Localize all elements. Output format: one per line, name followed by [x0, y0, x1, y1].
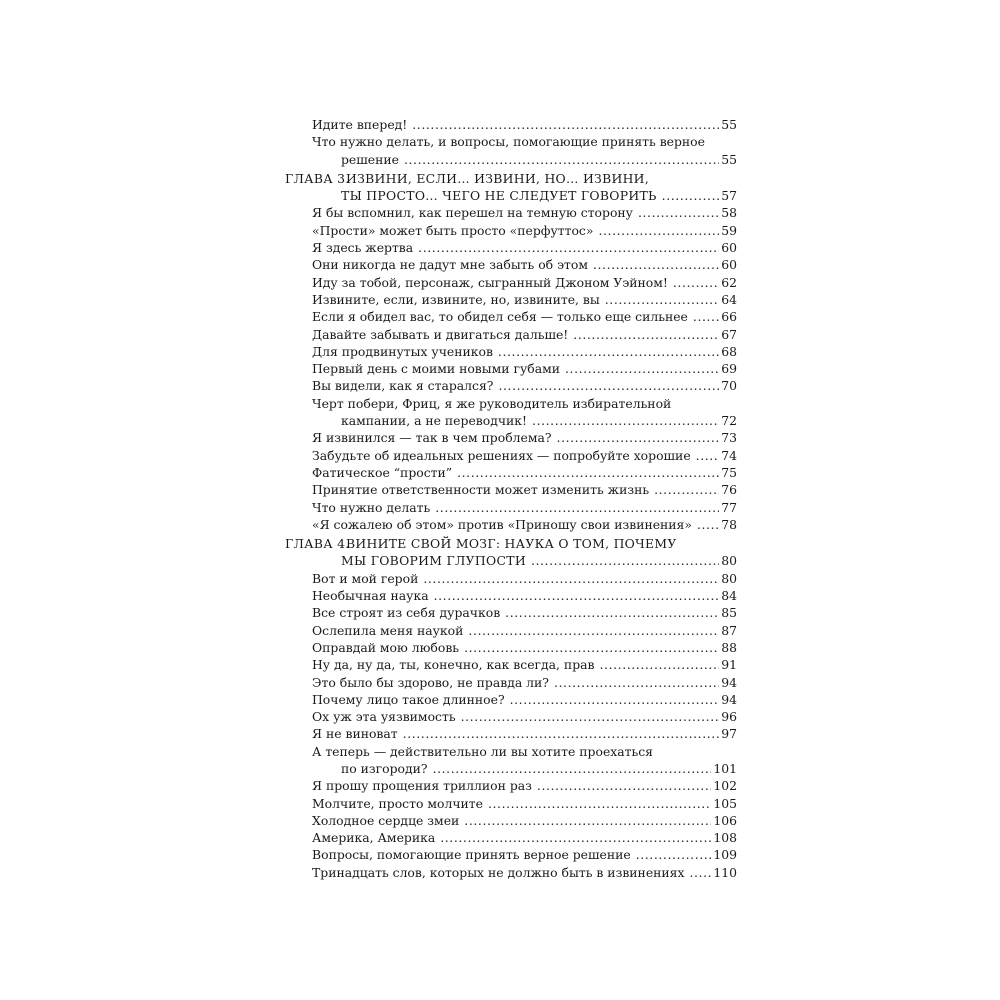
- dot-leader: [565, 360, 719, 377]
- chapter-heading: [285, 535, 737, 552]
- toc-entry-title: Все строят из себя дурачков: [312, 605, 501, 621]
- toc-entry-page: 68: [721, 343, 737, 359]
- toc-entry-title: Вы видели, как я старался?: [312, 378, 494, 394]
- dot-leader: [636, 846, 712, 863]
- toc-entry-page: 72: [721, 413, 737, 429]
- dot-leader: [689, 864, 711, 881]
- toc-entry: [285, 222, 737, 239]
- toc-entry-title: Если я обидел вас, то обидел себя — только еще сильнее: [312, 309, 688, 325]
- dot-leader: [554, 674, 719, 691]
- toc-entry: [285, 656, 737, 673]
- toc-entry-title: Иду за тобой, персонаж, сыгранный Джоном Уэйном!: [312, 274, 668, 290]
- chapter-title-line2: ТЫ ПРОСТО… ЧЕГО НЕ СЛЕДУЕТ ГОВОРИТЬ: [341, 188, 657, 204]
- toc-entry-page: 64: [721, 291, 737, 307]
- dot-leader: [696, 447, 720, 464]
- toc-entry: [285, 151, 737, 168]
- dot-leader: [662, 187, 720, 204]
- toc-entry: [285, 795, 737, 812]
- chapter-title-line1: ВИНИТЕ СВОЙ МОЗГ: НАУКА О ТОМ, ПОЧЕМУ: [346, 536, 677, 552]
- chapter-heading-line2: [285, 552, 737, 569]
- toc-entry-title: Это было бы здорово, не правда ли?: [312, 674, 549, 690]
- toc-entry: [285, 447, 737, 464]
- toc-entry-title-line1: Черт побери, Фриц, я же руководитель избирательной: [312, 395, 672, 411]
- toc-entry: [285, 639, 737, 656]
- toc-entry-page: 75: [721, 464, 737, 480]
- dot-leader: [468, 622, 719, 639]
- dot-leader: [697, 516, 719, 533]
- toc-entry: [285, 308, 737, 325]
- toc-entry-title: Забудьте об идеальных решениях — попробуйте хорошие: [312, 447, 691, 463]
- toc-entry-title-line2: по изгороди?: [341, 760, 428, 776]
- toc-entry-title: Давайте забывать и двигаться дальше!: [312, 326, 569, 342]
- toc-entry-title: «Я сожалею об этом» против «Приношу свои извинения»: [312, 516, 692, 532]
- dot-leader: [433, 760, 712, 777]
- toc-entry: [285, 343, 737, 360]
- toc-entry-page: 102: [713, 778, 737, 794]
- chapter-label: ГЛАВА 3.: [285, 170, 350, 186]
- toc-entry-title: Для продвинутых учеников: [312, 343, 493, 359]
- toc-entry: [285, 256, 737, 273]
- toc-entry-title: Ослепила меня наукой: [312, 622, 464, 638]
- toc-entry-title: Тринадцать слов, которых не должно быть в извинениях: [312, 864, 685, 880]
- toc-entry: [285, 777, 737, 794]
- toc-entry-title: Я прошу прощения триллион раз: [312, 778, 532, 794]
- toc-entry: [285, 377, 737, 394]
- toc-entry-title: «Прости» может быть просто «перфуттос»: [312, 222, 594, 238]
- toc-entry-page: 85: [721, 605, 737, 621]
- dot-leader: [434, 587, 720, 604]
- toc-entry-page: 73: [721, 430, 737, 446]
- toc-entry: [285, 708, 737, 725]
- dot-leader: [418, 239, 719, 256]
- toc-entry-title: Ох уж эта уязвимость: [312, 709, 456, 725]
- chapter-heading: [285, 170, 737, 187]
- toc-entry: [285, 516, 737, 533]
- toc-entry-page: 70: [721, 378, 737, 394]
- toc-entry: [285, 239, 737, 256]
- toc-entry: [285, 291, 737, 308]
- toc-entry: [285, 846, 737, 863]
- toc-entry: [285, 499, 737, 516]
- toc-entry-title: Я здесь жертва: [312, 240, 414, 256]
- toc-entry-title-line1: А теперь — действительно ли вы хотите проехаться: [312, 743, 654, 759]
- toc-entry-title: Молчите, просто молчите: [312, 795, 483, 811]
- toc-entry: [285, 464, 737, 481]
- toc-entry: [285, 116, 737, 133]
- chapter-title-line1: ИЗВИНИ, ЕСЛИ… ИЗВИНИ, НО… ИЗВИНИ,: [346, 170, 650, 186]
- toc-entry-page: 87: [721, 622, 737, 638]
- toc-entry-page: 91: [721, 657, 737, 673]
- toc-entry: [285, 622, 737, 639]
- toc-entry-page: 105: [713, 795, 737, 811]
- toc-entry: [285, 725, 737, 742]
- dot-leader: [505, 604, 719, 621]
- toc-entry-page: 69: [721, 361, 737, 377]
- toc-entry-page: 60: [721, 257, 737, 273]
- dot-leader: [605, 291, 719, 308]
- toc-entry-page: 74: [721, 447, 737, 463]
- toc-entry-page: 94: [721, 691, 737, 707]
- dot-leader: [403, 725, 720, 742]
- dot-leader: [412, 116, 719, 133]
- toc-entry-page: 109: [713, 847, 737, 863]
- toc-entry: [285, 864, 737, 881]
- toc-entry-title: Америка, Америка: [312, 830, 436, 846]
- toc-entry-page: 97: [721, 726, 737, 742]
- toc-entry-title: Необычная наука: [312, 588, 429, 604]
- toc-entry-title: Первый день с моими новыми губами: [312, 361, 560, 377]
- toc-entry-title: Вот и мой герой: [312, 570, 419, 586]
- toc-entry-title: Холодное сердце змеи: [312, 812, 460, 828]
- dot-leader: [464, 812, 711, 829]
- toc-entry-title: Они никогда не дадут мне забыть об этом: [312, 257, 588, 273]
- toc-entry-title: Почему лицо такое длинное?: [312, 691, 505, 707]
- chapter-title-line2: МЫ ГОВОРИМ ГЛУПОСТИ: [341, 553, 526, 569]
- toc-entry-title-line2: кампании, а не переводчик!: [341, 413, 528, 429]
- chapter-label: ГЛАВА 4.: [285, 536, 350, 552]
- toc-entry: [285, 326, 737, 343]
- dot-leader: [557, 429, 720, 446]
- toc-entry-title: Ну да, ну да, ты, конечно, как всегда, прав: [312, 657, 595, 673]
- dot-leader: [532, 412, 719, 429]
- dot-leader: [457, 464, 719, 481]
- toc-entry-title: Оправдай мою любовь: [312, 639, 460, 655]
- toc-entry-page: 55: [721, 117, 737, 132]
- toc-entry-page: 108: [713, 830, 737, 846]
- toc-entry-page: 58: [721, 205, 737, 221]
- toc-entry: [285, 812, 737, 829]
- dot-leader: [673, 274, 719, 291]
- toc-entry-page: 76: [721, 482, 737, 498]
- toc-entry: [285, 570, 737, 587]
- toc-entry-title: Я не виноват: [312, 726, 398, 742]
- toc-entry: [285, 360, 737, 377]
- toc-entry-page: 67: [721, 326, 737, 342]
- toc-entry-page: 55: [721, 151, 737, 167]
- dot-leader: [423, 570, 719, 587]
- toc-entry-title: Извините, если, извините, но, извините, вы: [312, 291, 600, 307]
- toc-entry-title: Вопросы, помогающие принять верное решение: [312, 847, 631, 863]
- toc-entry: [285, 760, 737, 777]
- chapter-page: 80: [721, 553, 737, 569]
- toc-entry-page: 84: [721, 588, 737, 604]
- dot-leader: [461, 708, 720, 725]
- toc-entry-page: 59: [721, 222, 737, 238]
- toc-entry: [285, 204, 737, 221]
- toc-entry-page: 106: [713, 812, 737, 828]
- dot-leader: [510, 691, 720, 708]
- table-of-contents: [285, 116, 737, 881]
- toc-entry-title: Принятие ответственности может изменить жизнь: [312, 482, 650, 498]
- dot-leader: [404, 151, 719, 168]
- toc-entry-page: 77: [721, 499, 737, 515]
- dot-leader: [488, 795, 711, 812]
- dot-leader: [593, 256, 719, 273]
- dot-leader: [600, 656, 720, 673]
- toc-entry-title: Что нужно делать: [312, 499, 431, 515]
- toc-entry-page: 101: [713, 760, 737, 776]
- toc-entry: [285, 674, 737, 691]
- dot-leader: [638, 204, 719, 221]
- toc-entry-title: Я извинился — так в чем проблема?: [312, 430, 552, 446]
- chapter-page: 57: [721, 188, 737, 204]
- toc-entry-page: 94: [721, 674, 737, 690]
- toc-entry-page: 110: [713, 864, 737, 880]
- toc-entry-page: 80: [721, 570, 737, 586]
- toc-entry: [285, 274, 737, 291]
- dot-leader: [654, 481, 719, 498]
- toc-entry-title-line2: решение: [341, 151, 399, 167]
- toc-entry-title: Фатическое “прости”: [312, 464, 453, 480]
- toc-entry-title: Идите вперед!: [312, 117, 408, 132]
- dot-leader: [537, 777, 711, 794]
- toc-entry-page: 78: [721, 516, 737, 532]
- chapter-heading-line2: [285, 187, 737, 204]
- toc-entry: [285, 829, 737, 846]
- dot-leader: [573, 326, 719, 343]
- toc-entry-page: 66: [721, 309, 737, 325]
- toc-entry-page: 60: [721, 240, 737, 256]
- dot-leader: [531, 552, 719, 569]
- dot-leader: [498, 343, 719, 360]
- toc-entry: [285, 429, 737, 446]
- toc-entry-page: 62: [721, 274, 737, 290]
- toc-entry: [285, 604, 737, 621]
- dot-leader: [693, 308, 719, 325]
- toc-entry: [285, 691, 737, 708]
- toc-entry-page: 96: [721, 709, 737, 725]
- toc-entry: [285, 412, 737, 429]
- dot-leader: [440, 829, 711, 846]
- toc-entry: [285, 481, 737, 498]
- toc-entry-title: Я бы вспомнил, как перешел на темную сторону: [312, 205, 633, 221]
- toc-entry-page: 88: [721, 639, 737, 655]
- dot-leader: [598, 222, 719, 239]
- dot-leader: [435, 499, 719, 516]
- dot-leader: [498, 377, 719, 394]
- dot-leader: [464, 639, 719, 656]
- toc-entry: [285, 587, 737, 604]
- toc-entry-title-line1: Что нужно делать, и вопросы, помогающие принять верное: [312, 134, 705, 150]
